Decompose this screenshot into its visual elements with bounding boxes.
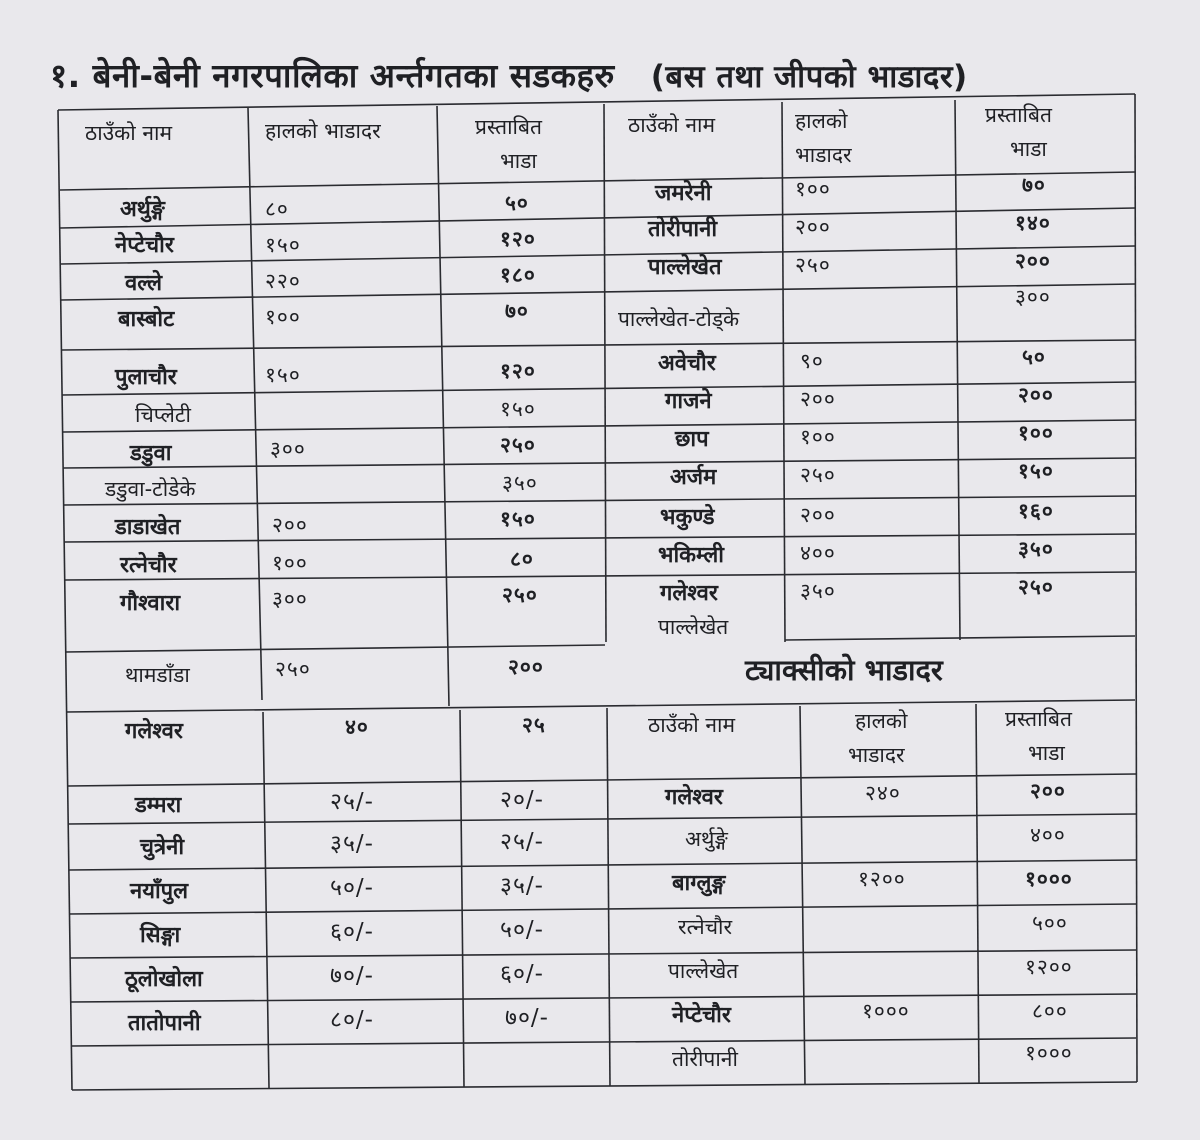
bus-right-place: भकिम्ली <box>658 543 724 568</box>
bus-right-current: ४०० <box>800 541 836 565</box>
taxi-header-current-line1: हालको <box>855 709 908 733</box>
galeshwor-place: नयाँपुल <box>130 879 189 904</box>
bus-left-proposed: ८० <box>510 547 534 571</box>
bus-left-place: रत्नेचौर <box>120 553 177 578</box>
bus-right-current: २०० <box>800 387 836 411</box>
grid-line <box>64 534 1135 542</box>
bus-right-proposed: ७० <box>1022 173 1046 197</box>
bus-right-proposed: १६० <box>1018 499 1054 523</box>
title-main: १. बेनी-बेनी नगरपालिका अर्न्तगतका सडकहरु <box>50 56 615 95</box>
bus-right-proposed: २०० <box>1018 383 1054 407</box>
bus-left-place: डाडाखेत <box>115 515 181 540</box>
bus-right-place: तोरीपानी <box>648 217 718 242</box>
grid-line <box>976 704 979 1084</box>
grid-line <box>69 904 1136 914</box>
taxi-header-place: ठाउँको नाम <box>648 713 736 737</box>
grid-line <box>69 860 1136 870</box>
grid-line <box>64 572 1135 580</box>
header-current-fare: हालको भाडादर <box>265 119 381 143</box>
bus-left-place: पुलाचौर <box>115 365 177 390</box>
grid-line <box>60 208 1135 228</box>
bus-right-current: ९० <box>800 349 824 373</box>
header-current-right-line1: हालको <box>795 109 848 133</box>
bus-left-current: ८० <box>265 197 289 221</box>
bus-left-place: गौश्वारा <box>120 591 181 616</box>
taxi-place: गलेश्वर <box>665 785 723 810</box>
grid-line <box>63 458 1135 468</box>
bus-left-proposed: १५० <box>500 507 536 531</box>
bus-right-place: भकुण्डे <box>660 505 715 530</box>
bus-right-current: १०० <box>800 425 836 449</box>
galeshwor-current: २५/- <box>330 789 374 815</box>
grid-line <box>70 950 1136 958</box>
bus-right-place: जमरेनी <box>655 181 712 206</box>
taxi-place: अर्थुङ्गे <box>685 827 728 851</box>
grid-line <box>607 708 610 1086</box>
bus-left-proposed: ७० <box>505 299 529 323</box>
grid-line <box>58 110 72 1090</box>
bus-left-place: अर्थुङ्गे <box>120 197 165 222</box>
grid-line <box>72 1082 1137 1090</box>
header-proposed-line1: प्रस्ताबित <box>475 115 542 139</box>
grid-line <box>60 172 1135 190</box>
bus-left-proposed: १५० <box>500 397 536 421</box>
grid-line <box>71 1038 1136 1046</box>
bus-left-place: डडुवा-टोडेके <box>105 477 196 501</box>
bus-left-place: चिप्लेटी <box>135 403 191 427</box>
taxi-proposed: १००० <box>1025 867 1073 891</box>
bus-left-place: नेप्टेचौर <box>115 233 174 258</box>
bus-right-proposed: १४० <box>1015 211 1051 235</box>
taxi-place: रत्नेचौर <box>678 915 733 939</box>
galeshwor-place: चुत्रेनी <box>140 835 185 860</box>
bus-left-place: थामडाँडा <box>125 663 190 687</box>
bus-left-current: १०० <box>272 551 308 575</box>
bus-right-proposed: २०० <box>1015 249 1051 273</box>
bus-right-place-line2: पाल्लेखेत <box>658 615 729 639</box>
grid-line <box>62 340 1135 350</box>
bus-left-proposed: ३५० <box>502 471 538 495</box>
grid-line <box>68 814 1136 824</box>
galeshwor-current: ७०/- <box>330 963 374 989</box>
galeshwor-current: ६०/- <box>330 919 374 945</box>
bus-left-place: वल्ले <box>125 271 163 296</box>
bus-right-current: ३५० <box>800 579 836 603</box>
grid-line <box>62 382 1135 395</box>
bus-right-place: पाल्लेखेत-टोड्के <box>618 307 740 331</box>
taxi-proposed: ८०० <box>1032 999 1068 1023</box>
bus-right-place: गाजने <box>665 389 712 414</box>
bus-right-place: गलेश्वर <box>660 581 718 606</box>
taxi-header-proposed-line2: भाडा <box>1028 741 1065 765</box>
bus-left-current: १५० <box>265 233 301 257</box>
header-proposed-right-line1: प्रस्ताबित <box>985 103 1052 127</box>
bus-left-current: ३०० <box>272 587 308 611</box>
title-subtitle: (बस तथा जीपको भाडादर) <box>650 59 968 95</box>
bus-right-place: अर्जम <box>670 465 717 490</box>
grid-line <box>58 94 1135 110</box>
galeshwor-place: ठूलोखोला <box>125 967 203 992</box>
bus-right-proposed: १०० <box>1018 421 1054 445</box>
bus-left-place: बास्बोट <box>118 307 175 332</box>
bus-right-place: पाल्लेखेत <box>648 255 722 280</box>
bus-left-current: ३०० <box>270 437 306 461</box>
galeshwor-header-place: गलेश्वर <box>125 719 183 744</box>
header-place-right: ठाउँको नाम <box>628 113 716 137</box>
taxi-section-title: ट्याक्सीको भाडादर <box>745 653 943 687</box>
galeshwor-place: डम्मरा <box>135 793 182 818</box>
grid-line <box>64 496 1135 505</box>
bus-right-current: २०० <box>800 503 836 527</box>
taxi-header-proposed-line1: प्रस्ताबित <box>1005 707 1072 731</box>
bus-right-proposed: १५० <box>1018 459 1054 483</box>
bus-left-current: १०० <box>265 305 301 329</box>
taxi-proposed: १००० <box>1025 1041 1073 1065</box>
galeshwor-current: ५०/- <box>330 875 374 901</box>
galeshwor-current: ८०/- <box>330 1007 374 1033</box>
bus-right-current: २५० <box>800 463 836 487</box>
bus-left-current: २०० <box>272 513 308 537</box>
bus-left-current: २५० <box>275 657 311 681</box>
taxi-proposed: ५०० <box>1032 911 1068 935</box>
bus-left-current: १५० <box>265 363 301 387</box>
grid-line <box>800 706 805 1085</box>
grid-line <box>63 420 1135 432</box>
bus-right-place: अवेचौर <box>658 351 716 376</box>
bus-left-proposed: १८० <box>500 263 536 287</box>
header-place: ठाउँको नाम <box>85 121 173 145</box>
bus-right-proposed: ५० <box>1022 345 1046 369</box>
bus-right-proposed: ३५० <box>1018 537 1054 561</box>
taxi-place: तोरीपानी <box>672 1047 738 1071</box>
taxi-proposed: २०० <box>1030 779 1066 803</box>
grid-line <box>70 994 1136 1002</box>
galeshwor-proposed: ३५/- <box>500 873 544 899</box>
grid-line <box>61 284 1135 300</box>
galeshwor-current: ३५/- <box>330 831 374 857</box>
grid-line <box>65 645 605 652</box>
bus-left-proposed: २५० <box>502 583 538 607</box>
galeshwor-proposed: ७०/- <box>505 1005 549 1031</box>
bus-right-current: १०० <box>795 177 831 201</box>
galeshwor-proposed: ५०/- <box>500 917 544 943</box>
bus-left-proposed: १२० <box>500 359 536 383</box>
bus-right-proposed: २५० <box>1018 575 1054 599</box>
grid-line <box>782 102 785 642</box>
bus-left-current: २२० <box>265 269 301 293</box>
bus-right-proposed: ३०० <box>1015 285 1051 309</box>
header-proposed-right-line2: भाडा <box>1010 137 1047 161</box>
galeshwor-header-current: ४० <box>345 715 369 739</box>
taxi-current: १००० <box>862 999 910 1023</box>
bus-left-proposed: १२० <box>500 227 536 251</box>
grid-line <box>955 100 960 640</box>
taxi-current: २४० <box>865 781 901 805</box>
taxi-place: नेप्टेचौर <box>672 1003 731 1028</box>
bus-right-place: छाप <box>675 427 709 452</box>
galeshwor-header-proposed: २५ <box>522 713 546 737</box>
bus-left-place: डडुवा <box>130 441 172 466</box>
galeshwor-place: तातोपानी <box>128 1011 201 1036</box>
bus-left-proposed: २५० <box>500 433 536 457</box>
taxi-proposed: ४०० <box>1030 823 1066 847</box>
header-proposed-line2: भाडा <box>500 149 537 173</box>
grid-line <box>437 106 449 706</box>
galeshwor-proposed: ६०/- <box>500 961 544 987</box>
taxi-header-current-line2: भाडादर <box>848 743 905 767</box>
bus-left-proposed: २०० <box>508 655 544 679</box>
bus-right-current: २०० <box>795 215 831 239</box>
grid-line <box>61 246 1135 264</box>
grid-line <box>1135 94 1137 1082</box>
taxi-place: बाग्लुङ्ग <box>672 871 726 896</box>
grid-line <box>263 712 269 1088</box>
grid-line <box>604 104 606 642</box>
taxi-place: पाल्लेखेत <box>668 959 739 983</box>
grid-line <box>460 710 464 1087</box>
galeshwor-proposed: २५/- <box>500 829 544 855</box>
galeshwor-proposed: २०/- <box>500 787 544 813</box>
galeshwor-place: सिङ्गा <box>140 923 181 948</box>
bus-right-current: २५० <box>795 253 831 277</box>
header-current-right-line2: भाडादर <box>795 143 852 167</box>
grid-line <box>248 108 262 700</box>
taxi-current: १२०० <box>858 867 906 891</box>
taxi-proposed: १२०० <box>1025 955 1073 979</box>
bus-left-proposed: ५० <box>505 191 529 215</box>
grid-line <box>66 700 1135 712</box>
